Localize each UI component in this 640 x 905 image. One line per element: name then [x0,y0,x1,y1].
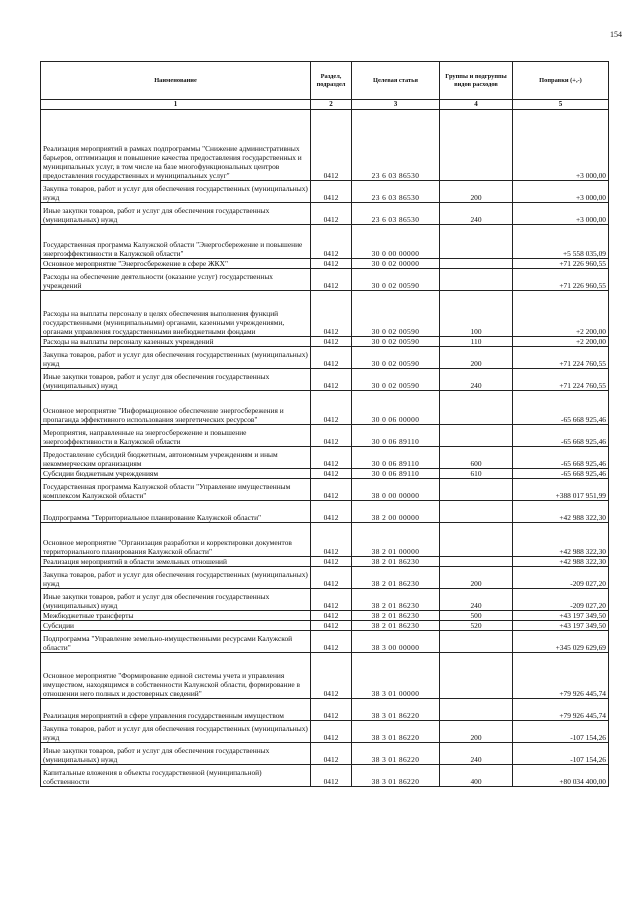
table-row [41,425,609,447]
row-target: 30 0 06 89110 [352,425,440,447]
row-section: 0412 [311,181,352,203]
table-row [41,291,609,337]
row-name: Субсидии бюджетным учреждениям [41,469,311,479]
row-group: 500 [440,611,513,621]
row-group: 240 [440,203,513,225]
row-group: 400 [440,765,513,787]
row-group: 520 [440,621,513,631]
row-section: 0412 [311,631,352,653]
table-header-row [41,62,609,100]
row-target: 30 0 06 89110 [352,469,440,479]
row-section: 0412 [311,621,352,631]
column-number-row [41,100,609,110]
row-name: Иные закупки товаров, работ и услуг для обеспечения государственных (муниципальных) нужд [41,589,311,611]
row-target: 38 3 01 00000 [352,653,440,699]
row-section: 0412 [311,110,352,181]
row-group [440,631,513,653]
row-section: 0412 [311,425,352,447]
table-row [41,557,609,567]
row-target: 38 3 01 86220 [352,721,440,743]
row-section: 0412 [311,447,352,469]
row-group: 200 [440,567,513,589]
row-target: 30 0 06 89110 [352,447,440,469]
row-amount: +71 226 960,55 [513,269,609,291]
row-target: 38 2 00 00000 [352,501,440,523]
col-number: 1 [41,100,311,110]
row-group: 200 [440,347,513,369]
row-group [440,391,513,425]
table-row [41,631,609,653]
row-section: 0412 [311,743,352,765]
row-amount: +71 224 760,55 [513,347,609,369]
row-amount: +43 197 349,50 [513,621,609,631]
row-target: 38 3 01 86220 [352,765,440,787]
row-amount: -107 154,26 [513,743,609,765]
row-group [440,699,513,721]
row-amount: -65 668 925,46 [513,425,609,447]
table-row [41,269,609,291]
row-group [440,259,513,269]
row-amount: +79 926 445,74 [513,653,609,699]
row-section: 0412 [311,369,352,391]
row-section: 0412 [311,469,352,479]
table-row [41,699,609,721]
row-target: 30 0 02 00590 [352,347,440,369]
row-name: Подпрограмма "Управление земельно-имущественными ресурсами Калужской области" [41,631,311,653]
row-group [440,523,513,557]
table-body [41,110,609,787]
row-name: Реализация мероприятий в области земельных отношений [41,557,311,567]
row-target: 30 0 02 00590 [352,269,440,291]
row-name: Межбюджетные трансферты [41,611,311,621]
row-name: Предоставление субсидий бюджетным, автономным учреждениям и иным некоммерческим организациям [41,447,311,469]
table-row [41,567,609,589]
row-section: 0412 [311,653,352,699]
table-row [41,589,609,611]
row-group: 200 [440,721,513,743]
table-row [41,501,609,523]
row-amount: -107 154,26 [513,721,609,743]
row-group [440,557,513,567]
row-amount: +3 000,00 [513,203,609,225]
row-section: 0412 [311,391,352,425]
row-name: Иные закупки товаров, работ и услуг для обеспечения государственных (муниципальных) нужд [41,369,311,391]
row-group: 240 [440,369,513,391]
row-name: Основное мероприятие "Формирование единой системы учета и управления имуществом, находящимся в собственности Калужской области, формирование в отношении него полных и достоверных сведений" [41,653,311,699]
row-target: 38 3 01 86220 [352,699,440,721]
row-name: Расходы на выплаты персоналу казенных учреждений [41,337,311,347]
row-name: Основное мероприятие "Информационное обеспечение энергосбережения и пропаганда эффективного использования энергетических ресурсов" [41,391,311,425]
row-name: Капитальные вложения в объекты государственной (муниципальной) собственности [41,765,311,787]
row-name: Реализация мероприятий в рамках подпрограммы "Снижение административных барьеров, оптимизация и повышение качества предоставления государственных и муниципальных услуг, в том числе на базе многофункциональных центров предоставления государственных и муниципальных услуг" [41,110,311,181]
row-amount: -65 668 925,46 [513,391,609,425]
col-number: 3 [352,100,440,110]
row-group: 110 [440,337,513,347]
row-name: Субсидии [41,621,311,631]
row-target: 30 0 02 00590 [352,369,440,391]
row-target: 23 6 03 86530 [352,181,440,203]
table-row [41,110,609,181]
row-amount: +2 200,00 [513,291,609,337]
row-amount: -209 027,20 [513,589,609,611]
table-row [41,469,609,479]
row-section: 0412 [311,589,352,611]
row-group: 610 [440,469,513,479]
row-target: 38 2 01 86230 [352,621,440,631]
table-row [41,721,609,743]
header-group: Группы и подгруппы видов расходов [440,62,513,100]
row-group [440,501,513,523]
row-target: 38 2 01 00000 [352,523,440,557]
row-name: Расходы на выплаты персоналу в целях обеспечения выполнения функций государственными (муниципальными) органами, казенными учреждениями, органами управления государственными внебюджетными фондами [41,291,311,337]
row-section: 0412 [311,501,352,523]
row-target: 38 0 00 00000 [352,479,440,501]
row-amount: +3 000,00 [513,110,609,181]
row-name: Закупка товаров, работ и услуг для обеспечения государственных (муниципальных) нужд [41,347,311,369]
row-target: 38 3 01 86220 [352,743,440,765]
row-name: Иные закупки товаров, работ и услуг для обеспечения государственных (муниципальных) нужд [41,743,311,765]
row-section: 0412 [311,721,352,743]
row-section: 0412 [311,291,352,337]
row-group: 600 [440,447,513,469]
row-section: 0412 [311,259,352,269]
row-section: 0412 [311,203,352,225]
table-row [41,743,609,765]
table-row [41,447,609,469]
row-section: 0412 [311,225,352,259]
header-section: Раздел, подраздел [311,62,352,100]
row-target: 30 0 02 00590 [352,337,440,347]
row-amount: +79 926 445,74 [513,699,609,721]
table-row [41,611,609,621]
row-amount: +42 988 322,30 [513,501,609,523]
row-section: 0412 [311,347,352,369]
table-row [41,181,609,203]
row-target: 30 0 00 00000 [352,225,440,259]
row-target: 38 2 01 86230 [352,589,440,611]
row-name: Иные закупки товаров, работ и услуг для обеспечения государственных (муниципальных) нужд [41,203,311,225]
row-name: Подпрограмма "Территориальное планирование Калужской области" [41,501,311,523]
table-row [41,347,609,369]
row-amount: +80 034 400,00 [513,765,609,787]
table-row [41,479,609,501]
row-target: 30 0 02 00000 [352,259,440,269]
row-amount: -65 668 925,46 [513,469,609,479]
row-name: Закупка товаров, работ и услуг для обеспечения государственных (муниципальных) нужд [41,721,311,743]
row-group [440,110,513,181]
row-section: 0412 [311,523,352,557]
row-amount: +43 197 349,50 [513,611,609,621]
row-amount: +3 000,00 [513,181,609,203]
row-section: 0412 [311,479,352,501]
header-name: Наименование [41,62,311,100]
table-row [41,225,609,259]
row-target: 38 2 01 86230 [352,557,440,567]
row-group: 100 [440,291,513,337]
budget-amendments-table [40,61,609,787]
table-row [41,653,609,699]
row-section: 0412 [311,269,352,291]
page-number: 154 [610,30,622,39]
row-target: 30 0 06 00000 [352,391,440,425]
table-row [41,369,609,391]
row-amount: +2 200,00 [513,337,609,347]
row-group [440,225,513,259]
row-name: Государственная программа Калужской области "Управление имущественным комплексом Калужской области" [41,479,311,501]
row-group [440,269,513,291]
row-name: Расходы на обеспечение деятельности (оказание услуг) государственных учреждений [41,269,311,291]
row-name: Основное мероприятие "Энергосбережение в сфере ЖКХ" [41,259,311,269]
row-amount: +71 224 760,55 [513,369,609,391]
row-section: 0412 [311,699,352,721]
col-number: 2 [311,100,352,110]
row-name: Реализация мероприятий в сфере управления государственным имуществом [41,699,311,721]
row-name: Мероприятия, направленные на энергосбережение и повышение энергоэффективности в Калужской области [41,425,311,447]
row-name: Основное мероприятие "Организация разработки и корректировки документов территориального планирования Калужской области" [41,523,311,557]
table-row [41,203,609,225]
header-target: Целевая статья [352,62,440,100]
row-group [440,425,513,447]
row-amount: +42 988 322,30 [513,523,609,557]
row-amount: +71 226 960,55 [513,259,609,269]
row-section: 0412 [311,611,352,621]
table-row [41,523,609,557]
table-row [41,391,609,425]
row-section: 0412 [311,557,352,567]
row-name: Государственная программа Калужской области "Энергосбережение и повышение энергоэффективности в Калужской области" [41,225,311,259]
row-amount: +388 017 951,99 [513,479,609,501]
row-group: 240 [440,589,513,611]
row-group: 240 [440,743,513,765]
row-amount: +5 558 035,09 [513,225,609,259]
col-number: 4 [440,100,513,110]
row-section: 0412 [311,765,352,787]
row-section: 0412 [311,567,352,589]
row-name: Закупка товаров, работ и услуг для обеспечения государственных (муниципальных) нужд [41,567,311,589]
row-target: 38 2 01 86230 [352,611,440,621]
table-row [41,337,609,347]
row-name: Закупка товаров, работ и услуг для обеспечения государственных (муниципальных) нужд [41,181,311,203]
table-row [41,259,609,269]
row-target: 23 6 03 86530 [352,110,440,181]
row-amount: -65 668 925,46 [513,447,609,469]
row-amount: +42 988 322,30 [513,557,609,567]
row-group [440,653,513,699]
row-group: 200 [440,181,513,203]
row-target: 30 0 02 00590 [352,291,440,337]
header-amendment: Поправки (+,-) [513,62,609,100]
row-group [440,479,513,501]
table-row [41,621,609,631]
col-number: 5 [513,100,609,110]
table-row [41,765,609,787]
row-target: 23 6 03 86530 [352,203,440,225]
row-section: 0412 [311,337,352,347]
row-amount: +345 029 629,69 [513,631,609,653]
row-amount: -209 027,20 [513,567,609,589]
row-target: 38 2 01 86230 [352,567,440,589]
row-target: 38 3 00 00000 [352,631,440,653]
